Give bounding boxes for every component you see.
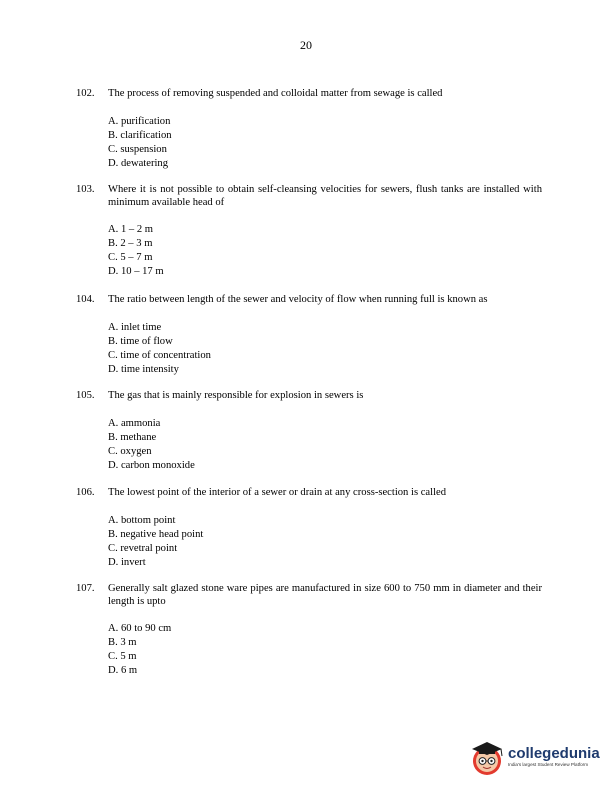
page-number: 20: [300, 38, 312, 52]
option-c: C. revetral point: [108, 542, 178, 554]
question-text: Generally salt glazed stone ware pipes are manufactured in size 600 to 750 mm in diameter and their length is upto: [108, 583, 542, 607]
question-number: 104.: [76, 294, 95, 305]
option-d: D. 10 – 17 m: [108, 266, 164, 277]
option-d: D. time intensity: [108, 363, 179, 375]
question-102: [76, 88, 542, 171]
options-list: [108, 115, 542, 171]
options-list: [108, 223, 542, 279]
question-104: [76, 294, 542, 377]
options-list: [108, 622, 542, 678]
question-number: 103.: [76, 184, 95, 195]
question-text: The ratio between length of the sewer and velocity of flow when running full is known as: [108, 294, 488, 305]
option-a: A. bottom point: [108, 514, 176, 526]
question-text: The process of removing suspended and colloidal matter from sewage is called: [108, 88, 443, 99]
question-number: 105.: [76, 390, 95, 401]
question-text: The lowest point of the interior of a sewer or drain at any cross-section is called: [108, 487, 447, 498]
mascot-icon: [468, 737, 506, 777]
options-list: [108, 514, 542, 570]
question-number: 107.: [76, 583, 95, 594]
question-106: [76, 487, 542, 570]
option-a: A. 1 – 2 m: [108, 224, 154, 235]
option-a: A. 60 to 90 cm: [108, 623, 172, 634]
option-b: B. negative head point: [108, 528, 204, 540]
question-number: 106.: [76, 487, 95, 498]
options-list: [108, 321, 542, 377]
option-b: B. 3 m: [108, 637, 137, 648]
option-d: D. dewatering: [108, 157, 169, 169]
option-b: B. methane: [108, 431, 157, 443]
question-text: The gas that is mainly responsible for explosion in sewers is: [108, 390, 364, 401]
option-c: C. oxygen: [108, 445, 152, 457]
option-a: A. ammonia: [108, 417, 161, 429]
question-105: [76, 390, 542, 473]
option-c: C. suspension: [108, 143, 167, 155]
option-a: A. purification: [108, 115, 171, 127]
option-b: B. time of flow: [108, 335, 173, 347]
option-d: D. invert: [108, 556, 146, 568]
option-b: B. 2 – 3 m: [108, 238, 153, 249]
option-b: B. clarification: [108, 129, 172, 141]
option-c: C. 5 m: [108, 651, 137, 662]
option-d: D. carbon monoxide: [108, 459, 195, 471]
collegedunia-logo: [468, 734, 608, 780]
question-107: [76, 583, 542, 678]
option-c: C. time of concentration: [108, 349, 211, 361]
option-a: A. inlet time: [108, 321, 162, 333]
option-c: C. 5 – 7 m: [108, 252, 153, 263]
question-text: Where it is not possible to obtain self-cleansing velocities for sewers, flush tanks are installed with minimum available head of: [108, 184, 542, 208]
question-103: [76, 184, 542, 279]
logo-name: collegedunia: [508, 745, 600, 762]
options-list: [108, 417, 542, 473]
question-number: 102.: [76, 88, 95, 99]
logo-tagline: India's largest Student Review Platform: [508, 762, 589, 767]
option-d: D. 6 m: [108, 665, 138, 676]
